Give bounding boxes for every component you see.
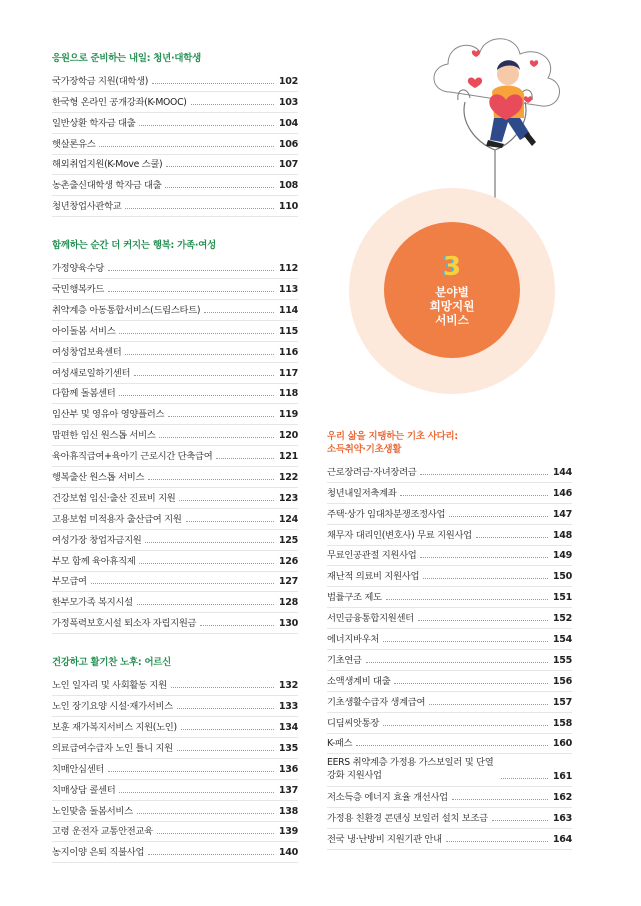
toc-entry-label: 여성가장 창업자금지원 bbox=[52, 532, 143, 546]
toc-leader-dots bbox=[108, 771, 274, 772]
chapter-title-line1: 분야별 bbox=[435, 285, 469, 299]
toc-leader-dots bbox=[420, 557, 548, 558]
toc-leader-dots bbox=[449, 516, 548, 517]
toc-entry-label: 고령 운전자 교통안전교육 bbox=[52, 823, 155, 837]
toc-leader-dots bbox=[383, 641, 548, 642]
toc-entry-label: 소액생계비 대출 bbox=[327, 673, 392, 687]
toc-entry-label: 전국 냉·난방비 지원기관 안내 bbox=[327, 831, 444, 845]
toc-leader-dots bbox=[179, 500, 274, 501]
toc-leader-dots bbox=[139, 125, 274, 126]
toc-entry[interactable] bbox=[327, 829, 572, 850]
toc-entry-label: 건강보험 임신·출산 진료비 지원 bbox=[52, 490, 177, 504]
toc-entry[interactable] bbox=[327, 808, 572, 829]
toc-entry-label: 무료인공관절 지원사업 bbox=[327, 547, 418, 561]
toc-leader-dots bbox=[119, 395, 274, 396]
toc-entry-page: 164 bbox=[552, 834, 572, 846]
toc-entry-page: 147 bbox=[552, 508, 572, 520]
toc-entry[interactable] bbox=[52, 404, 298, 425]
toc-entry[interactable] bbox=[52, 822, 298, 843]
toc-entry[interactable] bbox=[327, 608, 572, 629]
toc-leader-dots bbox=[186, 521, 275, 522]
toc-left-column bbox=[52, 52, 298, 885]
toc-entry-page: 132 bbox=[278, 680, 298, 692]
toc-entry-label: 맘편한 임신 원스톱 서비스 bbox=[52, 427, 157, 441]
toc-entry-label: 임산부 및 영유아 영양플러스 bbox=[52, 406, 166, 420]
toc-entry-page: 124 bbox=[278, 513, 298, 525]
toc-entry-label: 서민금융통합지원센터 bbox=[327, 610, 416, 624]
chapter-title-line3: 서비스 bbox=[435, 313, 469, 327]
toc-entry-page: 130 bbox=[278, 618, 298, 630]
toc-entry-page: 112 bbox=[278, 263, 298, 275]
toc-entry-label: 가정용 친환경 콘덴싱 보일러 설치 보조금 bbox=[327, 810, 490, 824]
toc-entry-page: 146 bbox=[552, 487, 572, 499]
toc-entry-page: 158 bbox=[552, 717, 572, 729]
toc-leader-dots bbox=[152, 83, 274, 84]
toc-entry[interactable] bbox=[327, 692, 572, 713]
toc-leader-dots bbox=[159, 437, 274, 438]
toc-entry[interactable] bbox=[327, 546, 572, 567]
toc-entry-label: 고용보험 미적용자 출산급여 지원 bbox=[52, 511, 184, 525]
toc-leader-dots bbox=[157, 833, 274, 834]
toc-section-senior bbox=[52, 656, 298, 863]
toc-entry-label: 한부모가족 복지시설 bbox=[52, 594, 135, 608]
toc-entry[interactable] bbox=[52, 572, 298, 593]
toc-entry[interactable] bbox=[52, 842, 298, 863]
toc-entry-page: 163 bbox=[552, 813, 572, 825]
toc-entry-label: 국민행복카드 bbox=[52, 281, 106, 295]
toc-entry-label: 주택·상가 임대차분쟁조정사업 bbox=[327, 506, 447, 520]
toc-leader-dots bbox=[423, 578, 548, 579]
toc-entry-label: 노인 일자리 및 사회활동 지원 bbox=[52, 677, 169, 691]
toc-entry-label: 재난적 의료비 지원사업 bbox=[327, 568, 421, 582]
toc-leader-dots bbox=[137, 604, 274, 605]
toc-leader-dots bbox=[134, 375, 274, 376]
toc-leader-dots bbox=[148, 854, 274, 855]
toc-leader-dots bbox=[145, 542, 274, 543]
toc-entry[interactable] bbox=[52, 759, 298, 780]
toc-entry[interactable] bbox=[52, 467, 298, 488]
toc-entry-label: 해외취업지원(K-Move 스쿨) bbox=[52, 156, 164, 170]
toc-entry[interactable] bbox=[327, 566, 572, 587]
toc-entry[interactable] bbox=[52, 425, 298, 446]
toc-entry-page: 127 bbox=[278, 576, 298, 588]
toc-leader-dots bbox=[200, 625, 274, 626]
toc-entry-label: 채무자 대리인(변호사) 무료 지원사업 bbox=[327, 527, 474, 541]
toc-entry[interactable] bbox=[327, 587, 572, 608]
toc-entry-page: 126 bbox=[278, 555, 298, 567]
toc-entry-page: 117 bbox=[278, 367, 298, 379]
toc-leader-dots bbox=[119, 333, 274, 334]
toc-leader-dots bbox=[204, 312, 274, 313]
toc-entry-label: K-패스 bbox=[327, 735, 354, 749]
toc-leader-dots bbox=[91, 583, 274, 584]
toc-entry-page: 121 bbox=[278, 451, 298, 463]
toc-leader-dots bbox=[501, 778, 548, 779]
toc-entry[interactable] bbox=[52, 738, 298, 759]
toc-entry-label: 저소득층 에너지 효율 개선사업 bbox=[327, 789, 450, 803]
toc-leader-dots bbox=[177, 750, 274, 751]
toc-entry[interactable] bbox=[52, 509, 298, 530]
toc-entry[interactable] bbox=[52, 613, 298, 634]
toc-entry[interactable] bbox=[52, 300, 298, 321]
toc-entry-page: 120 bbox=[278, 430, 298, 442]
toc-entry-page: 119 bbox=[278, 409, 298, 421]
toc-entry-label: 가정폭력보호시설 퇴소자 자립지원금 bbox=[52, 615, 198, 629]
toc-entry-page: 148 bbox=[552, 529, 572, 541]
toc-entry-page: 125 bbox=[278, 534, 298, 546]
toc-entry-label: 노인맞춤 돌봄서비스 bbox=[52, 803, 135, 817]
toc-entry-page: 137 bbox=[278, 784, 298, 796]
toc-entry-page: 115 bbox=[278, 325, 298, 337]
toc-entry-label: 농지이양 은퇴 직불사업 bbox=[52, 844, 146, 858]
toc-entry[interactable] bbox=[52, 592, 298, 613]
toc-entry[interactable] bbox=[327, 650, 572, 671]
toc-leader-dots bbox=[177, 708, 274, 709]
toc-leader-dots bbox=[168, 416, 274, 417]
toc-entry-label: 햇살론유스 bbox=[52, 136, 97, 150]
toc-leader-dots bbox=[356, 745, 548, 746]
toc-entry[interactable] bbox=[52, 196, 298, 217]
toc-leader-dots bbox=[119, 792, 274, 793]
toc-entry-page: 122 bbox=[278, 472, 298, 484]
toc-entry-label: 부모급여 bbox=[52, 573, 89, 587]
chapter-number: 3 bbox=[442, 252, 462, 282]
toc-entry-label: 디딤씨앗통장 bbox=[327, 715, 381, 729]
toc-leader-dots bbox=[366, 662, 548, 663]
toc-entry-label: 일반상환 학자금 대출 bbox=[52, 115, 137, 129]
toc-entry-label: 기초생활수급자 생계급여 bbox=[327, 694, 427, 708]
toc-section-family bbox=[52, 239, 298, 634]
toc-entry-page: 134 bbox=[278, 721, 298, 733]
toc-entry-label: 근로장려금·자녀장려금 bbox=[327, 464, 418, 478]
toc-entry-page: 160 bbox=[552, 738, 572, 750]
toc-list-senior bbox=[52, 675, 298, 863]
toc-leader-dots bbox=[418, 620, 548, 621]
toc-entry-page: 110 bbox=[278, 201, 298, 213]
toc-leader-dots bbox=[171, 687, 274, 688]
toc-entry-page: 140 bbox=[278, 847, 298, 859]
toc-entry[interactable] bbox=[327, 787, 572, 808]
toc-entry[interactable] bbox=[52, 155, 298, 176]
toc-list-income bbox=[327, 462, 572, 850]
toc-entry[interactable] bbox=[52, 446, 298, 467]
toc-entry[interactable] bbox=[52, 71, 298, 92]
toc-entry-label: 한국형 온라인 공개강좌(K-MOOC) bbox=[52, 94, 189, 108]
toc-leader-dots bbox=[420, 474, 548, 475]
toc-list-youth bbox=[52, 71, 298, 217]
toc-entry-page: 106 bbox=[278, 138, 298, 150]
toc-entry[interactable] bbox=[327, 483, 572, 504]
toc-entry[interactable] bbox=[327, 462, 572, 483]
toc-leader-dots bbox=[125, 208, 274, 209]
toc-entry-page: 135 bbox=[278, 742, 298, 754]
toc-entry-label: 국가장학금 지원(대학생) bbox=[52, 73, 150, 87]
toc-entry-label: 법률구조 제도 bbox=[327, 589, 384, 603]
toc-entry-label: 치매안심센터 bbox=[52, 761, 106, 775]
toc-entry-label: 보훈 재가복지서비스 지원(노인) bbox=[52, 719, 179, 733]
toc-entry-label: 부모 함께 육아휴직제 bbox=[52, 553, 137, 567]
toc-entry-label: 기초연금 bbox=[327, 652, 364, 666]
toc-leader-dots bbox=[400, 495, 548, 496]
toc-entry-page: 104 bbox=[278, 117, 298, 129]
toc-entry-label: EERS 취약계층 가정용 가스보일러 및 단열강화 지원사업 bbox=[327, 757, 499, 782]
toc-entry-label: 여성새로일하기센터 bbox=[52, 365, 132, 379]
toc-leader-dots bbox=[429, 704, 548, 705]
toc-leader-dots bbox=[191, 104, 274, 105]
toc-entry[interactable] bbox=[52, 675, 298, 696]
toc-leader-dots bbox=[492, 820, 548, 821]
toc-entry-page: 116 bbox=[278, 346, 298, 358]
toc-entry-label: 아이돌봄 서비스 bbox=[52, 323, 117, 337]
toc-entry[interactable] bbox=[52, 258, 298, 279]
toc-entry-label: 노인 장기요양 시설·재가서비스 bbox=[52, 698, 175, 712]
toc-leader-dots bbox=[125, 354, 274, 355]
toc-entry[interactable] bbox=[52, 342, 298, 363]
toc-leader-dots bbox=[394, 683, 548, 684]
toc-entry-label: 농촌출신대학생 학자금 대출 bbox=[52, 177, 163, 191]
toc-entry[interactable] bbox=[52, 175, 298, 196]
toc-entry-label: 여성창업보육센터 bbox=[52, 344, 123, 358]
toc-entry[interactable] bbox=[52, 113, 298, 134]
toc-entry[interactable] bbox=[327, 525, 572, 546]
toc-entry-page: 102 bbox=[278, 75, 298, 87]
toc-entry[interactable] bbox=[52, 530, 298, 551]
toc-entry-label: 취약계층 아동통합서비스(드림스타트) bbox=[52, 302, 202, 316]
toc-entry[interactable] bbox=[327, 629, 572, 650]
toc-leader-dots bbox=[383, 725, 548, 726]
section-title-income-line2: 소득취약·기초생활 bbox=[327, 444, 402, 455]
toc-entry-page: 152 bbox=[552, 613, 572, 625]
toc-entry[interactable] bbox=[52, 488, 298, 509]
toc-entry[interactable] bbox=[52, 279, 298, 300]
toc-entry[interactable] bbox=[52, 92, 298, 113]
toc-entry[interactable] bbox=[327, 504, 572, 525]
toc-entry-page: 154 bbox=[552, 634, 572, 646]
toc-entry[interactable] bbox=[52, 801, 298, 822]
toc-entry-page: 155 bbox=[552, 654, 572, 666]
toc-entry[interactable] bbox=[52, 717, 298, 738]
toc-entry-page: 136 bbox=[278, 763, 298, 775]
toc-entry-page: 162 bbox=[552, 792, 572, 804]
toc-entry-page: 103 bbox=[278, 96, 298, 108]
toc-leader-dots bbox=[137, 813, 274, 814]
toc-entry[interactable] bbox=[52, 384, 298, 405]
toc-entry-page: 138 bbox=[278, 805, 298, 817]
person-with-heart-illustration bbox=[420, 22, 570, 212]
toc-entry-page: 144 bbox=[552, 466, 572, 478]
toc-list-family bbox=[52, 258, 298, 634]
toc-entry[interactable] bbox=[52, 134, 298, 155]
toc-entry-page: 157 bbox=[552, 696, 572, 708]
toc-entry[interactable] bbox=[52, 780, 298, 801]
toc-leader-dots bbox=[139, 563, 274, 564]
toc-entry-page: 156 bbox=[552, 675, 572, 687]
toc-entry[interactable] bbox=[52, 321, 298, 342]
toc-entry[interactable] bbox=[327, 671, 572, 692]
toc-entry-label: 청년내일저축계좌 bbox=[327, 485, 398, 499]
toc-entry-page: 133 bbox=[278, 701, 298, 713]
toc-entry-label: 가정양육수당 bbox=[52, 260, 106, 274]
toc-entry-page: 113 bbox=[278, 284, 298, 296]
toc-entry-label: 에너지바우처 bbox=[327, 631, 381, 645]
toc-entry[interactable] bbox=[52, 363, 298, 384]
chapter-circle bbox=[384, 222, 520, 358]
toc-entry[interactable] bbox=[52, 551, 298, 572]
toc-leader-dots bbox=[476, 537, 548, 538]
toc-leader-dots bbox=[452, 799, 548, 800]
toc-entry-page: 118 bbox=[278, 388, 298, 400]
toc-entry-page: 151 bbox=[552, 592, 572, 604]
toc-section-youth bbox=[52, 52, 298, 217]
section-title-senior: 건강하고 활기찬 노후: 어르신 bbox=[52, 657, 172, 669]
toc-leader-dots bbox=[166, 166, 274, 167]
toc-entry-page: 149 bbox=[552, 550, 572, 562]
section-title-youth: 응원으로 준비하는 내일: 청년·대학생 bbox=[52, 53, 201, 64]
toc-leader-dots bbox=[386, 599, 548, 600]
toc-entry-label: 다함께 돌봄센터 bbox=[52, 385, 117, 399]
toc-leader-dots bbox=[108, 291, 274, 292]
toc-leader-dots bbox=[165, 187, 274, 188]
toc-leader-dots bbox=[446, 841, 548, 842]
toc-entry-label: 육아휴직급여+육아기 근로시간 단축급여 bbox=[52, 448, 214, 462]
chapter-title-line2: 희망지원 bbox=[429, 299, 475, 313]
toc-entry-label: 치매상담 콜센터 bbox=[52, 782, 117, 796]
toc-leader-dots bbox=[216, 458, 274, 459]
toc-entry-page: 107 bbox=[278, 159, 298, 171]
toc-entry[interactable] bbox=[52, 696, 298, 717]
toc-leader-dots bbox=[99, 146, 274, 147]
toc-entry[interactable] bbox=[327, 734, 572, 755]
toc-leader-dots bbox=[148, 479, 274, 480]
toc-entry-label: 청년창업사관학교 bbox=[52, 198, 123, 212]
toc-entry-page: 123 bbox=[278, 492, 298, 504]
section-title-income-line1: 우리 삶을 지탱하는 기초 사다리: bbox=[327, 431, 458, 442]
toc-leader-dots bbox=[181, 729, 274, 730]
toc-entry[interactable] bbox=[327, 754, 572, 787]
toc-entry[interactable] bbox=[327, 713, 572, 734]
toc-entry-page: 161 bbox=[552, 771, 572, 783]
toc-entry-label: 의료급여수급자 노인 틀니 지원 bbox=[52, 740, 175, 754]
toc-leader-dots bbox=[108, 270, 274, 271]
toc-entry-page: 108 bbox=[278, 180, 298, 192]
toc-entry-page: 150 bbox=[552, 571, 572, 583]
section-title-family: 함께하는 순간 더 커지는 행복: 가족·여성 bbox=[52, 240, 216, 252]
toc-entry-label: 행복출산 원스톱 서비스 bbox=[52, 469, 146, 483]
toc-entry-page: 114 bbox=[278, 304, 298, 316]
toc-entry-page: 128 bbox=[278, 597, 298, 609]
toc-entry-page: 139 bbox=[278, 826, 298, 838]
toc-right-column bbox=[327, 430, 572, 872]
